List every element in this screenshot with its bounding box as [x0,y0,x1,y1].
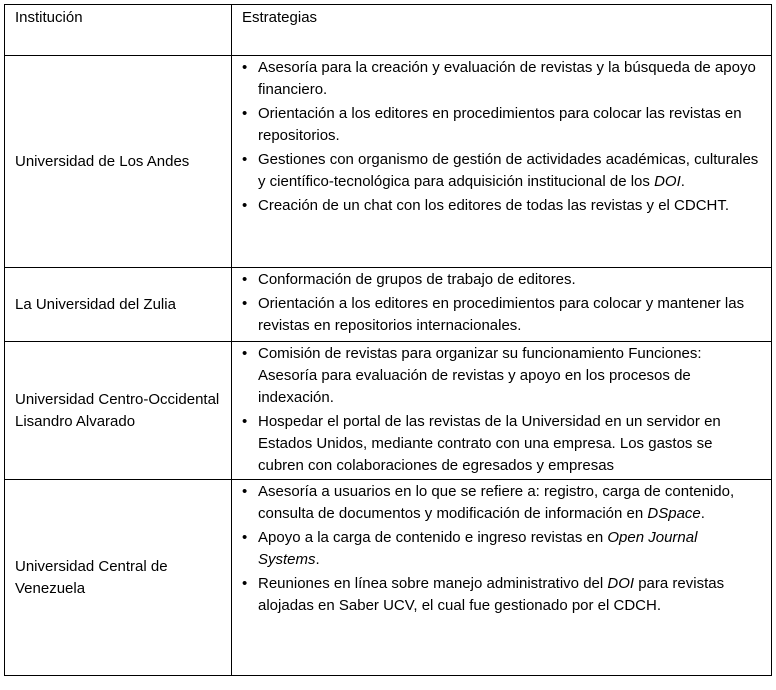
strategy-item [242,57,761,101]
strategy-list [242,343,761,477]
strategy-item [242,195,761,217]
strategy-emphasis: DOI [654,173,681,190]
strategy-item [242,293,761,337]
strategy-item [242,343,761,409]
strategy-item [242,103,761,147]
table-row [5,268,772,342]
strategies-cell [232,480,772,676]
strategy-item [242,573,761,617]
strategy-list [242,269,761,337]
header-row [5,5,772,56]
strategy-text: Conformación de grupos de trabajo de editores. [258,271,576,288]
strategies-cell [232,268,772,342]
strategy-text: Comisión de revistas para organizar su funcionamiento Funciones: Asesoría para evaluación de revistas y apoyo en los procesos de indexación. [258,345,702,406]
strategy-text-end: . [315,551,320,568]
strategy-item [242,481,761,525]
strategy-text: Gestiones con organismo de gestión de actividades académicas, culturales y científico-tecnológica para adquisición institucional de los [258,151,759,190]
strategy-list [242,481,761,617]
strategy-text-end: para revistas alojadas en Saber UCV, el cual fue gestionado por el CDCH. [258,575,725,614]
strategy-text: Creación de un chat con los editores de todas las revistas y el CDCHT. [258,197,730,214]
strategy-emphasis: Open Journal Systems [258,529,698,568]
strategy-text: Asesoría para la creación y evaluación de revistas y la búsqueda de apoyo financiero. [258,59,756,98]
institution-cell: Universidad Centro-Occidental Lisandro Alvarado [5,342,232,480]
strategy-emphasis: DOI [607,575,635,592]
strategy-emphasis: DSpace [647,505,701,522]
strategy-item [242,527,761,571]
strategies-cell [232,56,772,268]
strategy-text: Reuniones en línea sobre manejo administrativo del [258,575,608,592]
strategy-text: Orientación a los editores en procedimientos para colocar y mantener las revistas en repositorios internacionales. [258,295,745,334]
strategy-text-end: . [700,505,705,522]
strategy-text-end: . [680,173,685,190]
strategy-text: Apoyo a la carga de contenido e ingreso revistas en [258,529,608,546]
table-row [5,480,772,676]
strategy-text: Asesoría a usuarios en lo que se refiere a: registro, carga de contenido, consulta de documentos y modificación de información en [258,483,735,522]
header-strategies: Estrategias [232,5,772,56]
strategy-text: Hospedar el portal de las revistas de la Universidad en un servidor en Estados Unidos, mediante contrato con una empresa. Los gastos se cubren con colaboraciones de egresados y empresas [258,413,721,474]
header-institution: Institución [5,5,232,56]
table-row [5,56,772,268]
strategies-table [4,4,772,676]
strategy-text: Orientación a los editores en procedimientos para colocar las revistas en repositorios. [258,105,742,144]
strategy-list [242,57,761,217]
strategy-item [242,269,761,291]
strategy-item [242,149,761,193]
strategies-cell [232,342,772,480]
table-row [5,342,772,480]
strategy-item [242,411,761,477]
institution-cell: Universidad Central de Venezuela [5,480,232,676]
institution-cell: La Universidad del Zulia [5,268,232,342]
institution-cell: Universidad de Los Andes [5,56,232,268]
